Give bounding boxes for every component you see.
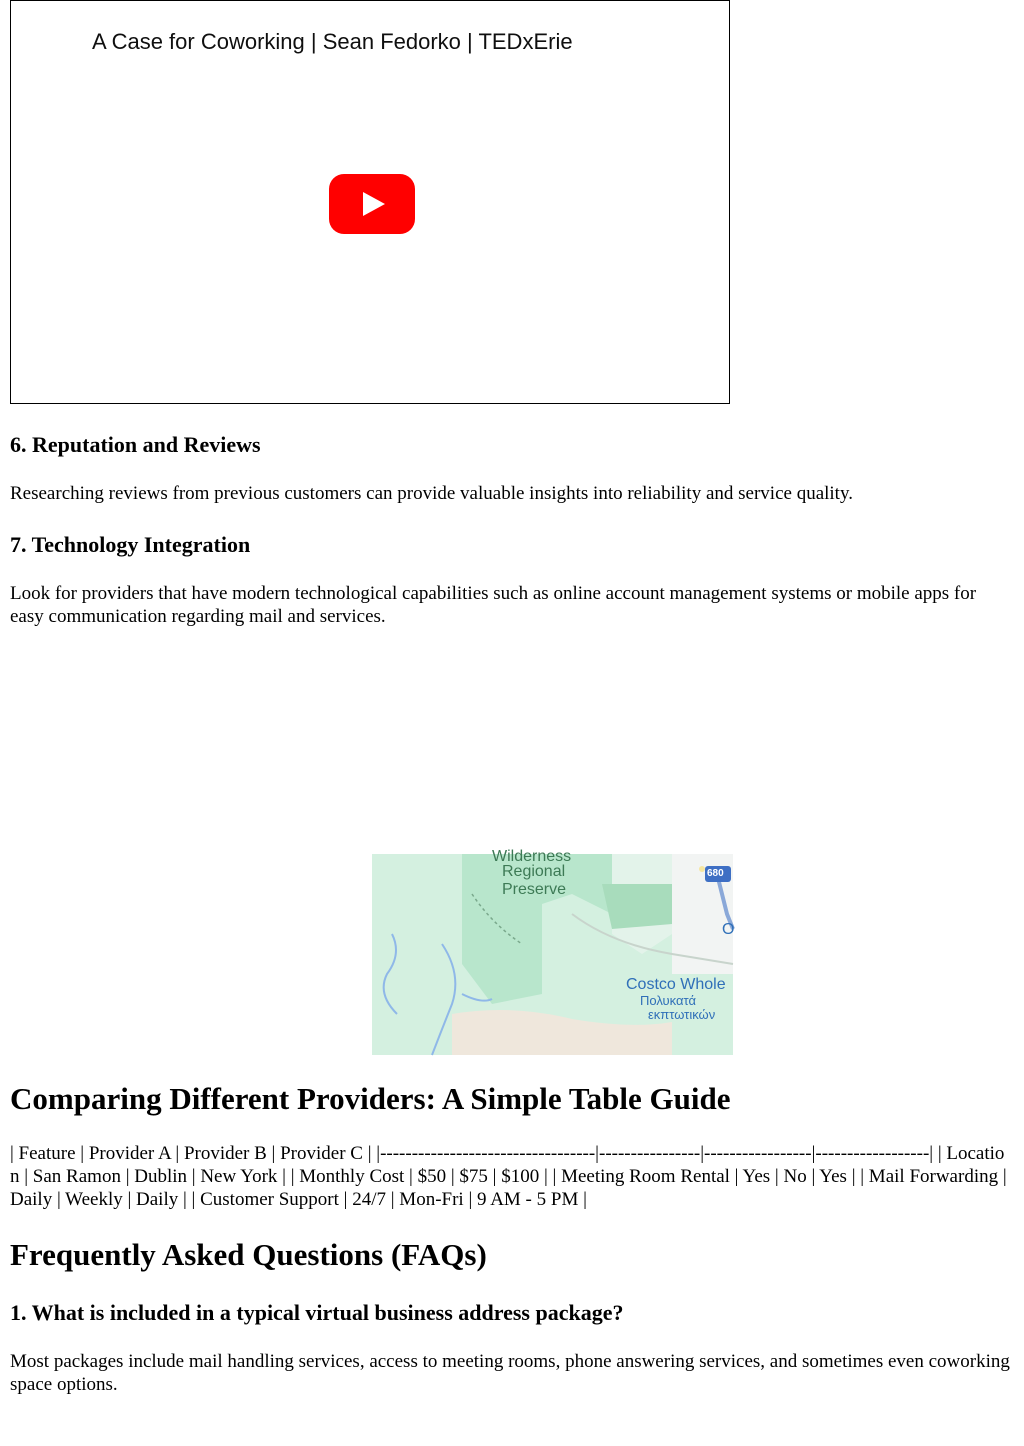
map-label-letter: O [722, 921, 735, 938]
faq-answer-1: Most packages include mail handling services, access to meeting rooms, phone answering services, and sometimes even coworking space options. [10, 1351, 1010, 1395]
play-icon[interactable] [329, 174, 415, 234]
map-label-greek-1: Πολυκατά [640, 993, 696, 1008]
map-label-highway: 680 [707, 868, 724, 879]
map-label-costco[interactable]: Costco Whole [626, 976, 726, 993]
section-text-technology: Look for providers that have modern technological capabilities such as online account management systems or mobile apps for easy communication regarding mail and services. [10, 583, 977, 627]
map-label-greek-2: εκπτωτικών [648, 1007, 716, 1022]
map-embed[interactable] [372, 848, 735, 1055]
map-label-preserve-top: Wilderness [492, 848, 572, 865]
comparison-heading: Comparing Different Providers: A Simple Table Guide [10, 1081, 731, 1116]
section-text-reputation: Researching reviews from previous customers can provide valuable insights into reliability and service quality. [10, 483, 853, 504]
video-title[interactable]: A Case for Coworking | Sean Fedorko | TEDxErie [92, 29, 573, 54]
section-heading-reputation: 6. Reputation and Reviews [10, 432, 261, 457]
video-embed[interactable] [10, 0, 730, 404]
comparison-table-text: | Feature | Provider A | Provider B | Provider C | |----------------------------------|----------------|-----------------|------------------| | Location | San Ramon | Dublin | New York | | Monthly Cost | $50 | $75 | $100 | | Meeting Room Rental | Yes | No | Yes | | Mail Forwarding | Daily | Weekly | Daily | | Customer Support | 24/7 | Mon-Fri | 9 AM - 5 PM | [10, 1143, 1007, 1210]
map-label-preserve-2: Preserve [502, 881, 567, 898]
faq-heading: Frequently Asked Questions (FAQs) [10, 1237, 487, 1272]
section-heading-technology: 7. Technology Integration [10, 532, 251, 557]
faq-question-1: 1. What is included in a typical virtual business address package? [10, 1300, 624, 1325]
map-label-preserve-1: Regional [502, 863, 566, 880]
